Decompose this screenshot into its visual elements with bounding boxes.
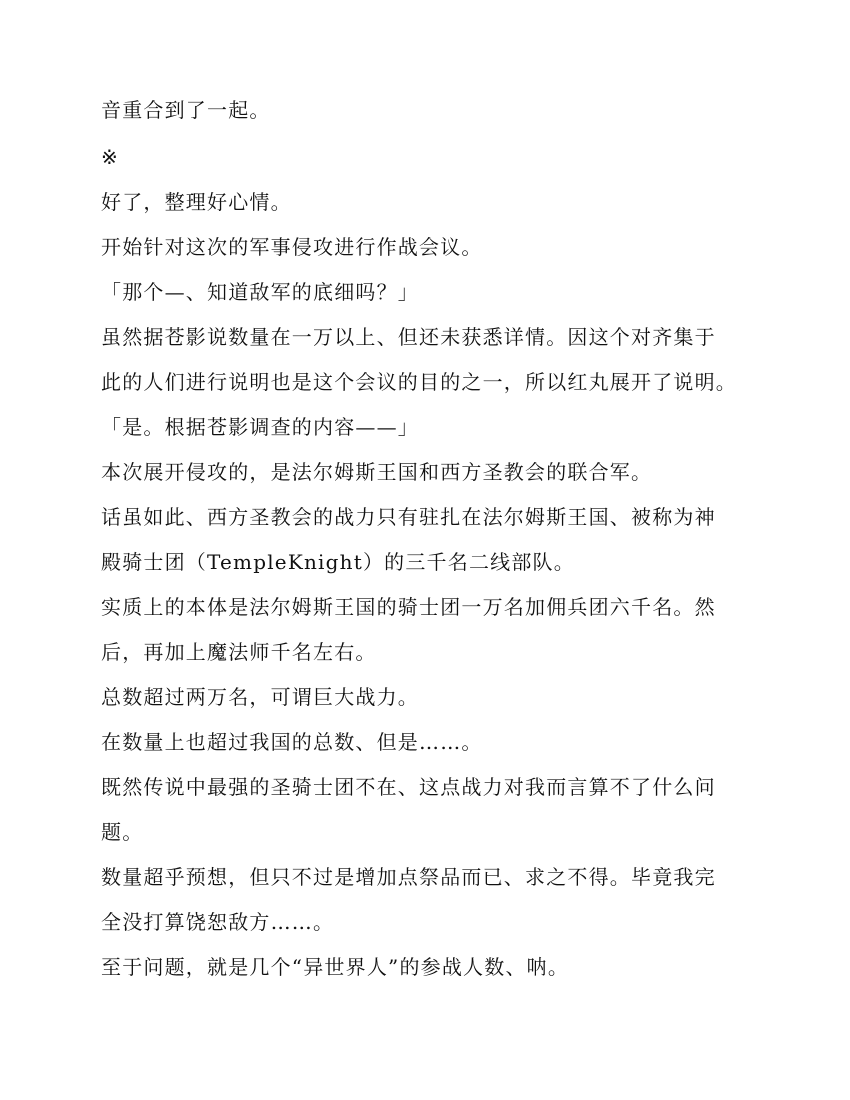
text-line: 此的人们进行说明也是这个会议的目的之一，所以红丸展开了说明。 [101,370,737,394]
text-line: 殿骑士团（TempleKnight）的三千名二线部队。 [101,550,575,574]
text-line: 在数量上也超过我国的总数、但是……。 [101,730,483,754]
text-line: 数量超乎预想，但只不过是增加点祭品而已、求之不得。毕竟我完 [101,865,716,889]
section-break-mark: ※ [101,145,119,169]
text-line: 实质上的本体是法尔姆斯王国的骑士团一万名加佣兵团六千名。然 [101,595,716,619]
text-line: 后，再加上魔法师千名左右。 [101,640,377,664]
text-line: 虽然据苍影说数量在一万以上、但还未获悉详情。因这个对齐集于 [101,325,716,349]
dialogue-line: 「那个—、知道敌军的底细吗？」 [101,280,419,304]
text-line: 开始针对这次的军事侵攻进行作战会议。 [101,235,483,259]
text-line: 话虽如此、西方圣教会的战力只有驻扎在法尔姆斯王国、被称为神 [101,505,716,529]
text-line: 总数超过两万名，可谓巨大战力。 [101,685,419,709]
text-line: 至于问题，就是几个“异世界人”的参战人数、呐。 [101,955,570,979]
text-line: 题。 [101,820,144,844]
text-line: 全没打算饶恕敌方……。 [101,910,335,934]
text-line: 好了，整理好心情。 [101,190,292,214]
text-line: 音重合到了一起。 [101,98,271,122]
text-line: 既然传说中最强的圣骑士团不在、这点战力对我而言算不了什么问 [101,775,716,799]
text-line: 本次展开侵攻的，是法尔姆斯王国和西方圣教会的联合军。 [101,460,653,484]
dialogue-line: 「是。根据苍影调查的内容——」 [101,415,419,439]
